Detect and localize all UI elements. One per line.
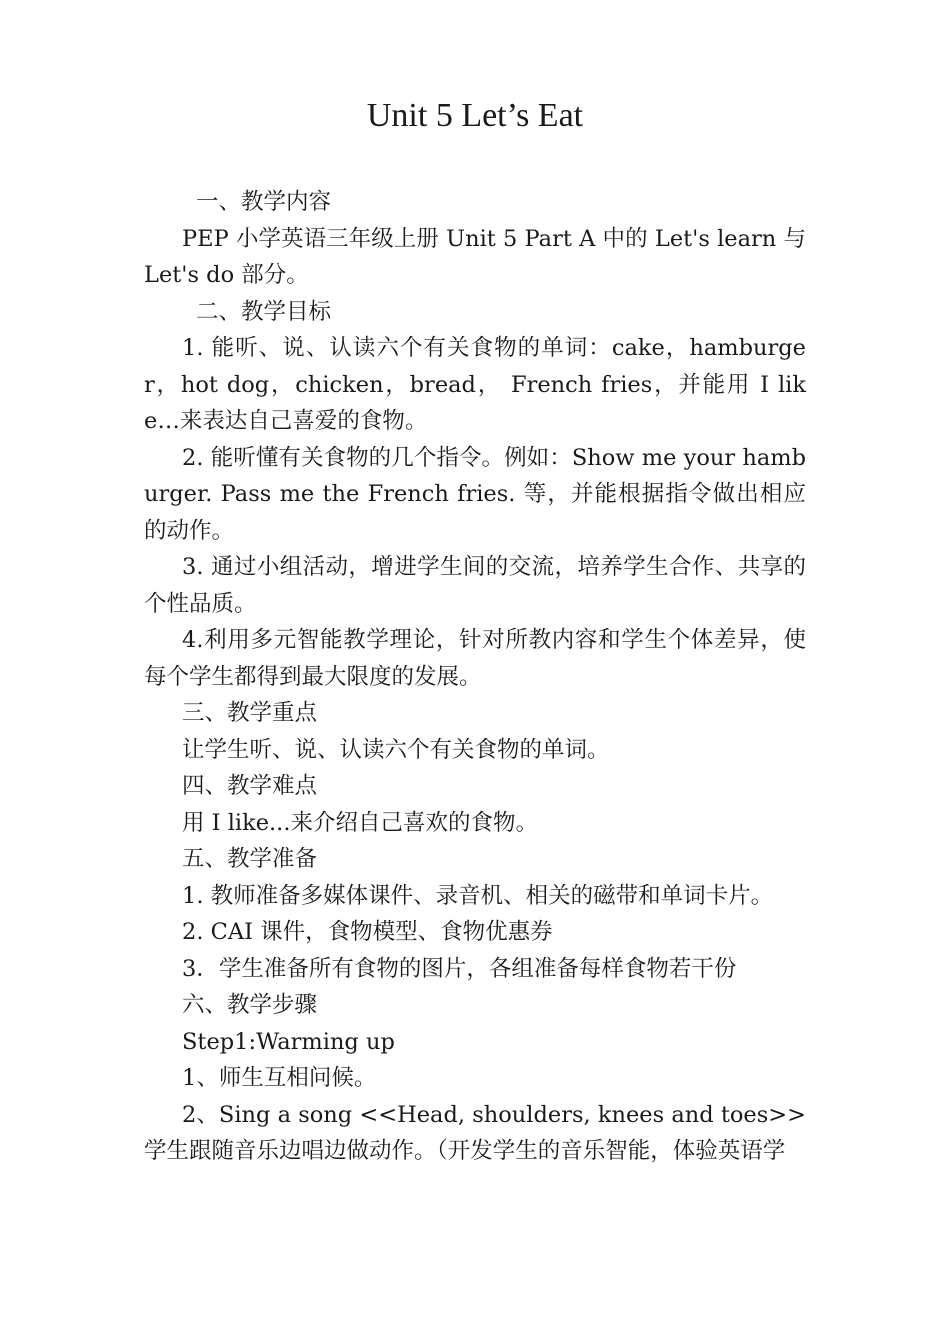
paragraph-key-points: 让学生听、说、认读六个有关食物的单词。 xyxy=(182,736,610,763)
step-item-2: 2、Sing a song <<Head, shoulders, knees and toes>>学生跟随音乐边唱边做动作。（开发学生的音乐智能，体验英语学 xyxy=(144,1101,806,1164)
document-body xyxy=(144,184,806,1170)
section-heading-objectives: 二、教学目标 xyxy=(196,298,332,325)
preparation-2: 2. CAI 课件，食物模型、食物优惠券 xyxy=(182,919,553,945)
paragraph-content: PEP 小学英语三年级上册 Unit 5 Part A 中的 Let's learn 与 Let's do 部分。 xyxy=(144,225,806,288)
section-heading-difficulties: 四、教学难点 xyxy=(182,773,318,799)
section-heading-steps: 六、教学步骤 xyxy=(182,992,318,1018)
document-title: Unit 5 Let’s Eat xyxy=(366,97,584,134)
preparation-3: 3．学生准备所有食物的图片，各组准备每样食物若干份 xyxy=(182,955,737,982)
objective-3: 3. 通过小组活动，增进学生间的交流，培养学生合作、共享的个性品质。 xyxy=(144,554,806,617)
section-heading-content: 一、教学内容 xyxy=(196,189,332,215)
section-heading-key-points: 三、教学重点 xyxy=(182,700,318,726)
section-heading-preparation: 五、教学准备 xyxy=(182,846,318,872)
preparation-1: 1. 教师准备多媒体课件、录音机、相关的磁带和单词卡片。 xyxy=(182,882,774,909)
objective-4: 4.利用多元智能教学理论，针对所教内容和学生个体差异，使每个学生都得到最大限度的发展。 xyxy=(144,627,806,690)
paragraph-difficulties: 用 I like...来介绍自己喜欢的食物。 xyxy=(182,809,538,836)
objective-2: 2. 能听懂有关食物的几个指令。例如：Show me your hamburger. Pass me the French fries. 等，并能根据指令做出相应的动作。 xyxy=(144,444,806,544)
step-item-1: 1、师生互相问候。 xyxy=(182,1065,377,1091)
objective-1: 1. 能听、说、认读六个有关食物的单词：cake，hamburger，hot dog，chicken，bread， French fries，并能用 I like…来表达自己喜爱的食物。 xyxy=(144,335,806,434)
step-heading-warming-up: Step1:Warming up xyxy=(182,1028,395,1055)
